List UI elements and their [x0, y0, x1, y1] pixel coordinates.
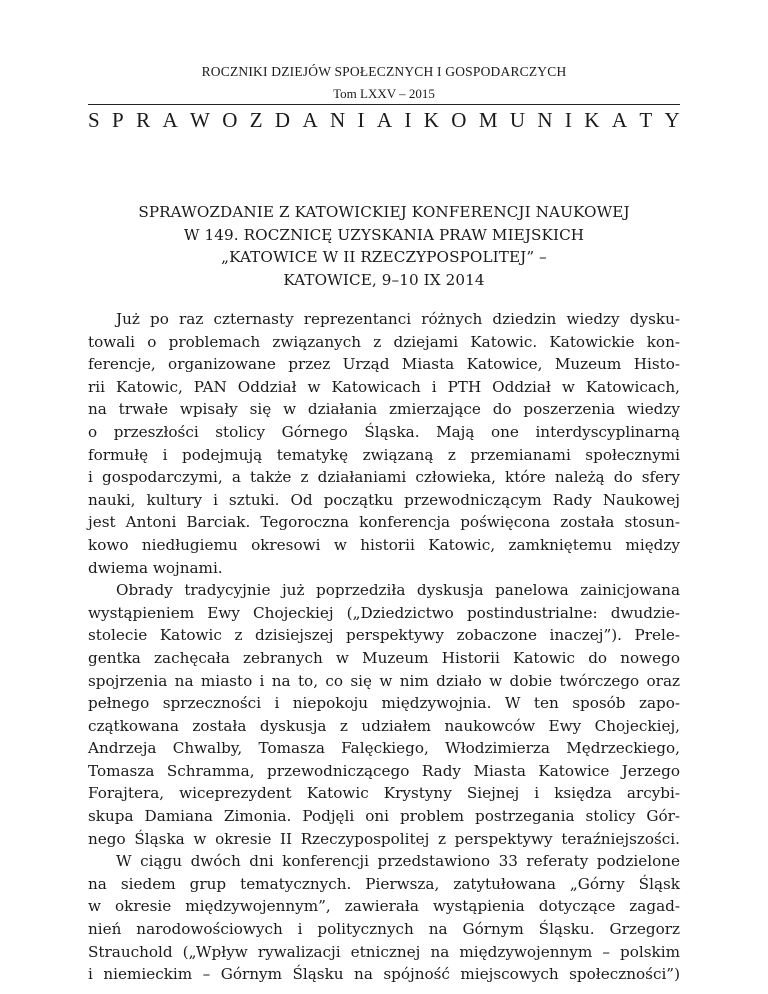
- body-line: pełnego sprzeczności i niepokoju międzywojnia. W ten sposób zapo-: [88, 694, 680, 713]
- section-title-letter: A: [376, 108, 393, 132]
- body-line: o przeszłości stolicy Górnego Śląska. Mają one interdyscyplinarną: [88, 422, 680, 441]
- section-title-letter: W: [190, 108, 210, 132]
- body-line: towali o problemach związanych z dziejami Katowic. Katowickie kon-: [88, 332, 680, 351]
- section-title-letter: T: [639, 108, 653, 132]
- body-line: gentka zachęcała zebranych w Muzeum Historii Katowic do nowego: [88, 648, 680, 667]
- section-title-letter: S: [88, 108, 100, 132]
- body-line: rii Katowic, PAN Oddział w Katowicach i PTH Oddział w Katowicach,: [88, 377, 680, 396]
- body-line: Strauchold („Wpływ rywalizacji etnicznej na międzywojennym – polskim: [88, 942, 680, 961]
- journal-title: ROCZNIKI DZIEJÓW SPOŁECZNYCH I GOSPODARCZYCH: [201, 64, 567, 79]
- body-line: nauki, kultury i sztuki. Od początku przewodniczącym Rady Naukowej: [88, 490, 680, 509]
- body-line: Andrzeja Chwalby, Tomasza Falęckiego, Włodzimierza Mędrzeckiego,: [88, 739, 680, 758]
- body-line: i gospodarczymi, a także z działaniami człowieka, które należą do sfery: [88, 468, 680, 487]
- body-line: na trwałe wpisały się w działania zmierzające do poszerzenia wiedzy: [88, 400, 680, 419]
- section-title-letter: I: [564, 108, 572, 132]
- section-title-letter: O: [451, 108, 467, 132]
- body-line: jest Antoni Barciak. Tegoroczna konferencja poświęcona została stosun-: [88, 513, 680, 532]
- section-title-letter: R: [136, 108, 151, 132]
- section-title-letter: D: [274, 108, 291, 132]
- body-line: wystąpieniem Ewy Chojeckiej („Dziedzictwo postindustrialne: dwudzie-: [88, 603, 680, 622]
- body-line: i niemieckim – Górnym Śląsku na spójność miejscowych społeczności”): [88, 965, 680, 984]
- body-line: czątkowana została dyskusja z udziałem naukowców Ewy Chojeckiej,: [88, 716, 680, 735]
- body-line: kowo niedługiemu okresowi w historii Katowic, zamkniętemu między: [88, 535, 680, 554]
- section-title-letter: M: [478, 108, 498, 132]
- section-title-letter: P: [112, 108, 124, 132]
- section-title-letter: Y: [664, 108, 680, 132]
- body-line: dwiema wojnami.: [88, 558, 223, 577]
- section-title-letter: N: [329, 108, 346, 132]
- body-line: w okresie międzywojennym”, zawierała wystąpienia dotyczące zagad-: [88, 897, 680, 916]
- body-line: spojrzenia na miasto i na to, co się w nim działo w dobie twórczego oraz: [88, 671, 680, 690]
- section-title-letter: K: [423, 108, 439, 132]
- section-title-letter: Z: [249, 108, 263, 132]
- body-line: ferencje, organizowane przez Urząd Miasta Katowice, Muzeum Histo-: [88, 355, 680, 374]
- body-line: skupa Damiana Zimonia. Podjęli oni problem postrzegania stolicy Gór-: [88, 807, 680, 826]
- section-title-letter: O: [222, 108, 238, 132]
- article-title-line: SPRAWOZDANIE Z KATOWICKIEJ KONFERENCJI NAUKOWEJ: [138, 203, 630, 221]
- article-title: [88, 201, 680, 291]
- section-title-letter: A: [302, 108, 318, 132]
- body-line: na siedem grup tematycznych. Pierwsza, zatytułowana „Górny Śląsk: [88, 874, 680, 893]
- article-title-line: „KATOWICE W II RZECZYPOSPOLITEJ” –: [221, 248, 547, 267]
- article-title-line: KATOWICE, 9–10 IX 2014: [283, 270, 485, 289]
- body-line: Obrady tradycyjnie już poprzedziła dyskusja panelowa zainicjowana: [116, 581, 680, 600]
- body-line: Forajtera, wiceprezydent Katowic Krystyny Siejnej i księdza arcybi-: [88, 784, 680, 803]
- section-title-letter: U: [509, 108, 526, 132]
- body-line: nego Śląska w okresie II Rzeczypospolitej z perspektywy teraźniejszości.: [88, 829, 680, 848]
- article-title-line: W 149. ROCZNICĘ UZYSKANIA PRAW MIEJSKICH: [183, 225, 585, 244]
- body-line: stolecie Katowic z dzisiejszej perspektywy zobaczone inaczej”). Prele-: [88, 626, 680, 645]
- header-rule: [88, 104, 680, 105]
- section-title-letter: A: [611, 108, 627, 132]
- journal-volume: Tom LXXV – 2015: [333, 86, 435, 101]
- body-line: nień narodowościowych i politycznych na Górnym Śląsku. Grzegorz: [88, 920, 680, 939]
- body-line: formułę i podejmują tematykę związaną z przemianami społecznymi: [88, 445, 680, 464]
- section-title-letter: A: [162, 108, 178, 132]
- section-title-letter: I: [357, 108, 365, 132]
- body-line: W ciągu dwóch dni konferencji przedstawiono 33 referaty podzielone: [116, 852, 680, 871]
- section-title-letter: N: [537, 108, 553, 132]
- body-line: Już po raz czternasty reprezentanci różnych dziedzin wiedzy dysku-: [116, 310, 680, 328]
- section-title-letter: K: [584, 108, 600, 132]
- body-line: Tomasza Schramma, przewodniczącego Rady Miasta Katowice Jerzego: [88, 761, 680, 780]
- section-title-letter: I: [404, 108, 412, 132]
- article-body: [88, 308, 680, 986]
- section-title: [88, 106, 680, 134]
